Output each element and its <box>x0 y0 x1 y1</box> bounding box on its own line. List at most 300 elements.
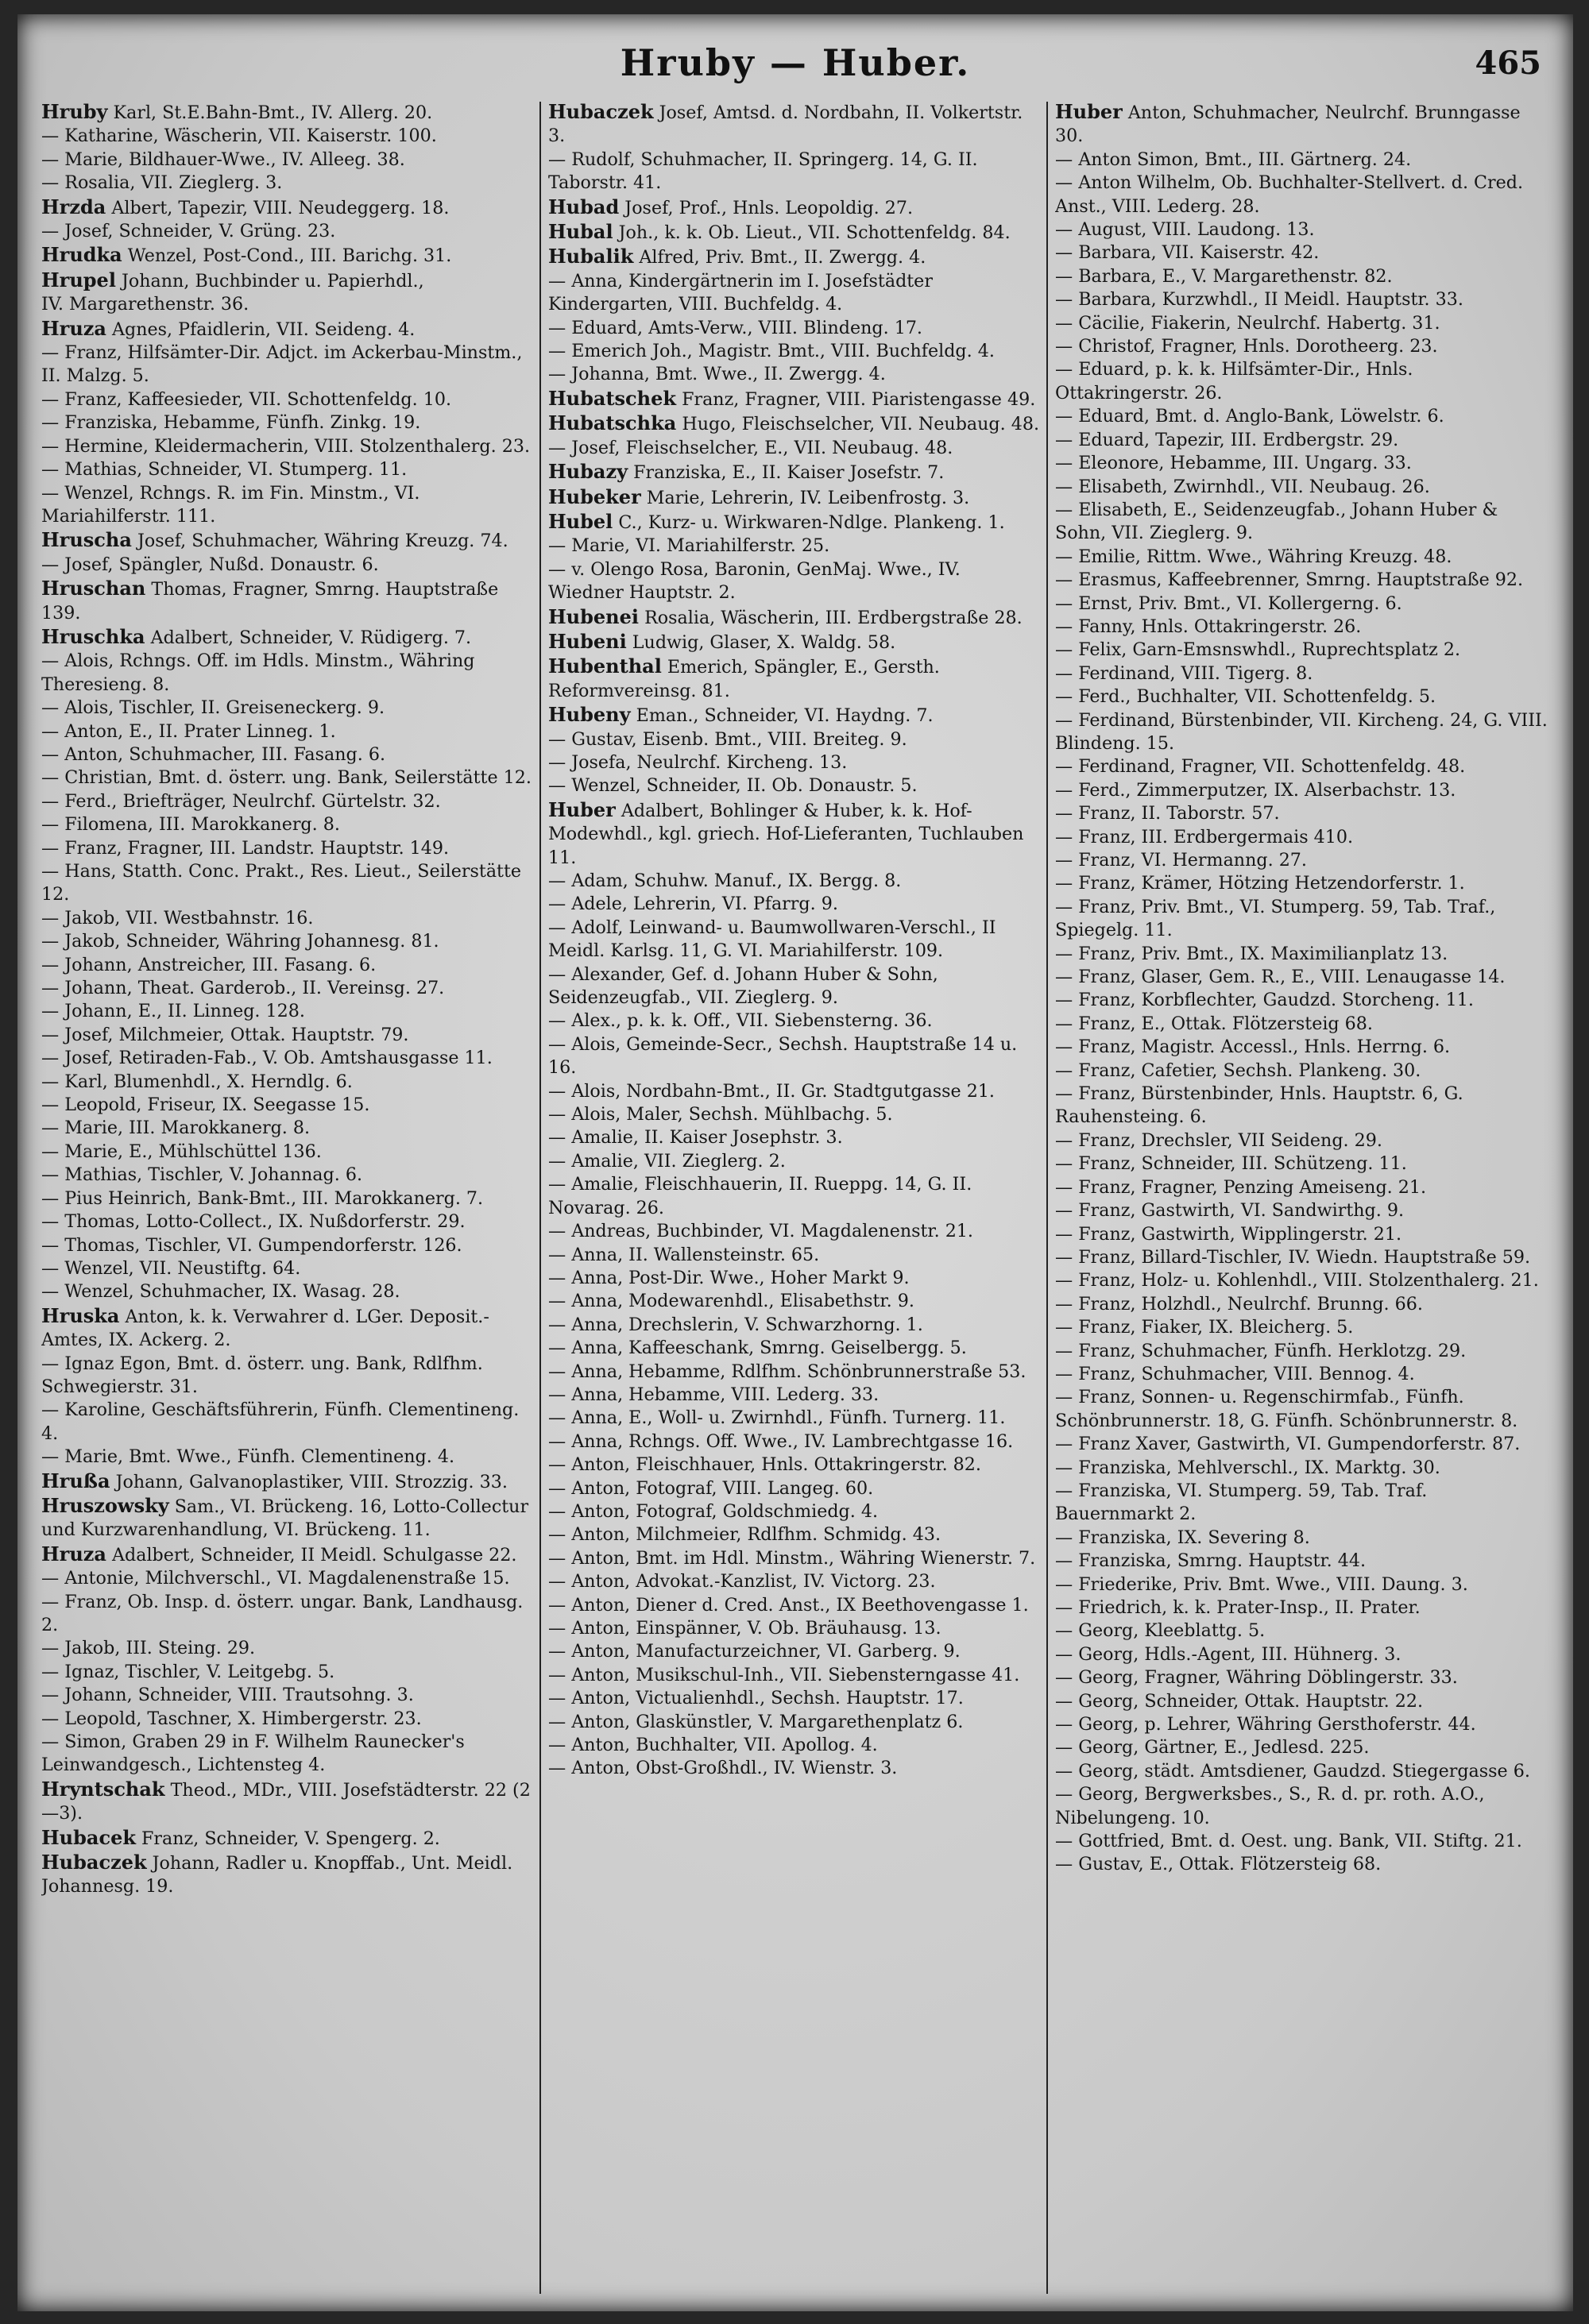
entry-surname: Hubaczek <box>548 100 654 123</box>
page-header <box>17 33 1573 89</box>
directory-entry <box>548 485 1041 510</box>
entry-text: — Anton, Fotograf, Goldschmiedg. 4. <box>548 1500 879 1522</box>
entry-text: — Leopold, Friseur, IX. Seegasse 15. <box>41 1094 370 1116</box>
entry-text: — Ferdinand, Bürstenbinder, VII. Kircheng. 24, G. VIII. Blindeng. 15. <box>1055 709 1548 754</box>
entry-text: — Franz, Gastwirth, Wipplingerstr. 21. <box>1055 1223 1402 1245</box>
entry-text: — Erasmus, Kaffeebrenner, Smrng. Hauptstraße 92. <box>1055 569 1524 591</box>
entry-text: — Franz, E., Ottak. Flötzersteig 68. <box>1055 1013 1373 1034</box>
directory-entry <box>1055 1176 1548 1199</box>
entry-text: Johann, Buchbinder u. Papierhdl., <box>115 270 424 291</box>
entry-text: — Anton, Fotograf, VIII. Langeg. 60. <box>548 1477 874 1499</box>
entry-text: — Ferdinand, VIII. Tigerg. 8. <box>1055 662 1313 684</box>
directory-entry <box>548 893 1041 916</box>
directory-entry <box>1055 1340 1548 1363</box>
directory-entry <box>548 387 1041 411</box>
entry-text: — v. Olengo Rosa, Baronin, GenMaj. Wwe., IV. Wiedner Hauptstr. 2. <box>548 558 961 604</box>
directory-entry <box>41 1494 534 1542</box>
directory-entry <box>1055 1363 1548 1386</box>
directory-entry <box>1055 1083 1548 1129</box>
directory-entry <box>1055 452 1548 475</box>
entry-text: — Barbara, VII. Kaiserstr. 42. <box>1055 242 1320 264</box>
directory-entry <box>548 630 1041 654</box>
directory-entry <box>41 1353 534 1399</box>
directory-entry <box>548 605 1041 630</box>
entry-text: — Hans, Statth. Conc. Prakt., Res. Lieut., Seilerstätte 12. <box>41 861 522 905</box>
directory-entry <box>1055 709 1548 756</box>
directory-entry <box>1055 499 1548 546</box>
directory-entry <box>1055 1386 1548 1433</box>
entry-text: — Franz, Magistr. Accessl., Hnls. Herrng. 6. <box>1055 1037 1451 1058</box>
entry-surname: Hubenthal <box>548 654 662 678</box>
entry-text: — Franziska, Hebamme, Fünfh. Zinkg. 19. <box>41 412 421 434</box>
directory-entry <box>1055 616 1548 639</box>
entry-surname: Hruby <box>41 100 108 123</box>
directory-entry <box>41 650 534 697</box>
entry-text: Thomas, Fragner, Smrng. Hauptstraße 139. <box>41 579 499 623</box>
directory-page <box>17 14 1573 2311</box>
entry-text: Eman., Schneider, VI. Haydng. 7. <box>630 705 934 727</box>
entry-text: — Eleonore, Hebamme, III. Ungarg. 33. <box>1055 453 1412 474</box>
directory-entry <box>41 1567 534 1590</box>
directory-entry <box>41 1257 534 1280</box>
entry-text: — Anton, Buchhalter, VII. Apollog. 4. <box>548 1735 878 1756</box>
directory-entry <box>41 458 534 481</box>
directory-entry <box>1055 1316 1548 1339</box>
entry-surname: Hruscha <box>41 528 132 552</box>
entry-surname: Hubeny <box>548 703 631 727</box>
directory-entry <box>548 1407 1041 1430</box>
entry-text: Agnes, Pfaidlerin, VII. Seideng. 4. <box>106 318 416 340</box>
directory-entry <box>41 930 534 953</box>
entry-text: — Franz, Gastwirth, VI. Sandwirthg. 9. <box>1055 1200 1405 1222</box>
entry-text: — Franz, Billard-Tischler, IV. Wiedn. Hauptstraße 59. <box>1055 1246 1531 1268</box>
entry-text: — Ernst, Priv. Bmt., VI. Kollergerng. 6. <box>1055 593 1402 614</box>
entry-surname: Hrudka <box>41 243 122 267</box>
directory-entry <box>1055 1760 1548 1783</box>
directory-entry <box>41 342 534 388</box>
entry-text: Franziska, E., II. Kaiser Josefstr. 7. <box>628 462 945 484</box>
entry-text: — Fanny, Hnls. Ottakringerstr. 26. <box>1055 616 1362 637</box>
directory-entry <box>548 1290 1041 1313</box>
directory-entry <box>1055 405 1548 428</box>
directory-entry <box>548 510 1041 535</box>
directory-entry <box>548 1523 1041 1546</box>
directory-entry <box>548 100 1041 149</box>
directory-entry <box>548 1477 1041 1500</box>
entry-text: — Anton, Bmt. im Hdl. Minstm., Währing Wienerstr. 7. <box>548 1547 1036 1569</box>
directory-entry <box>1055 1853 1548 1876</box>
running-head: Hruby — Huber. <box>620 41 971 84</box>
entry-text: — Josef, Milchmeier, Ottak. Hauptstr. 79. <box>41 1024 409 1045</box>
entry-text: Emerich, Spängler, E., Gersth. Reformvereinsg. 81. <box>548 657 940 701</box>
directory-entry <box>548 1547 1041 1570</box>
directory-entry <box>1055 1550 1548 1573</box>
directory-entry <box>41 1000 534 1023</box>
directory-entry <box>41 1141 534 1164</box>
entry-text: — Ferdinand, Fragner, VII. Schottenfeldg. 48. <box>1055 756 1466 778</box>
directory-entry <box>548 535 1041 558</box>
directory-entry <box>1055 989 1548 1012</box>
entry-text: — Pius Heinrich, Bank-Bmt., III. Marokkanerg. 7. <box>41 1187 484 1209</box>
entry-text: C., Kurz- u. Wirkwaren-Ndlge. Plankeng. 1. <box>613 512 1005 533</box>
entry-surname: Hrzda <box>41 195 106 218</box>
entry-text: — Anna, Hebamme, Rdlfhm. Schönbrunnerstraße 53. <box>548 1361 1026 1382</box>
directory-entry <box>41 1187 534 1210</box>
entry-text: — Georg, Fragner, Währing Döblingerstr. 33. <box>1055 1667 1458 1689</box>
directory-entry <box>41 1446 534 1469</box>
directory-entry <box>548 1453 1041 1477</box>
entry-text: — Gottfried, Bmt. d. Oest. ung. Bank, VII. Stiftg. 21. <box>1055 1831 1522 1852</box>
entry-text: — Amalie, VII. Zieglerg. 2. <box>548 1150 786 1172</box>
entry-text: — Emerich Joh., Magistr. Bmt., VIII. Buchfeldg. 4. <box>548 341 995 362</box>
directory-entry <box>548 149 1041 195</box>
entry-surname: Hubel <box>548 509 613 533</box>
entry-text: — Josef, Schneider, V. Grüng. 23. <box>41 221 336 242</box>
entry-text: — Filomena, III. Marokkanerg. 8. <box>41 814 340 836</box>
entry-text: — Franz, Fragner, III. Landstr. Hauptstr. 149. <box>41 837 450 859</box>
entry-text: — Jakob, Schneider, Währing Johannesg. 81. <box>41 931 439 952</box>
entry-text: — Leopold, Taschner, X. Himbergerstr. 23. <box>41 1708 422 1729</box>
directory-entry <box>1055 943 1548 966</box>
entry-text: — Amalie, II. Kaiser Josephstr. 3. <box>548 1127 843 1148</box>
entry-surname: Hubenei <box>548 604 640 628</box>
entry-text: — Adele, Lehrerin, VI. Pfarrg. 9. <box>548 894 838 915</box>
directory-entry <box>1055 639 1548 662</box>
entry-text: — Simon, Graben 29 in F. Wilhelm Raunecker's Leinwandgesch., Lichtensteg 4. <box>41 1731 465 1776</box>
directory-entry <box>41 1071 534 1094</box>
entry-text: Adalbert, Bohlinger & Huber, k. k. Hof-Modewhdl., kgl. griech. Hof-Lieferanten, Tuchlauben 11. <box>548 800 1024 868</box>
entry-text: — Eduard, Tapezir, III. Erdbergstr. 29. <box>1055 429 1399 450</box>
directory-entry <box>548 220 1041 245</box>
directory-entry <box>1055 265 1548 288</box>
entry-text: — Franz, Holz- u. Kohlenhdl., VIII. Stolzenthalerg. 21. <box>1055 1270 1539 1291</box>
directory-entry <box>41 837 534 860</box>
entry-text: — Franz, Krämer, Hötzing Hetzendorferstr. 1. <box>1055 873 1465 894</box>
entry-text: — Franziska, VI. Stumperg. 59, Tab. Traf. Bauernmarkt 2. <box>1055 1480 1428 1525</box>
entry-surname: Hryntschak <box>41 1777 165 1801</box>
entry-text: — Franziska, Smrng. Hauptstr. 44. <box>1055 1550 1366 1572</box>
directory-entry <box>548 1617 1041 1640</box>
entry-text: — Anna, Rchngs. Off. Wwe., IV. Lambrechtgasse 16. <box>548 1430 1014 1452</box>
entry-text: — Mathias, Tischler, V. Johannag. 6. <box>41 1164 363 1186</box>
directory-entry <box>548 1384 1041 1407</box>
directory-entry <box>1055 335 1548 358</box>
directory-entry <box>548 363 1041 386</box>
entry-text: — Franz, III. Erdbergermais 410. <box>1055 826 1354 847</box>
directory-entry <box>41 790 534 813</box>
directory-entry <box>41 482 534 529</box>
directory-entry <box>1055 1480 1548 1527</box>
directory-entry <box>548 654 1041 703</box>
page-number: 465 <box>1475 44 1541 82</box>
entry-text: — Anna, Modewarenhdl., Elisabethstr. 9. <box>548 1291 914 1312</box>
entry-text: Josef, Schuhmacher, Währing Kreuzg. 74. <box>131 531 508 552</box>
entry-text: — Rosalia, VII. Zieglerg. 3. <box>41 172 283 194</box>
entry-text: — Anton, Diener d. Cred. Anst., IX Beethovengasse 1. <box>548 1594 1029 1616</box>
entry-text: — Franziska, Mehlverschl., IX. Marktg. 30. <box>1055 1457 1440 1478</box>
directory-entry <box>41 1047 534 1070</box>
directory-entry <box>41 813 534 836</box>
directory-entry <box>1055 1573 1548 1596</box>
entry-text: — Anna, Kaffeeschank, Smrng. Geiselbergg. 5. <box>548 1338 967 1359</box>
entry-text: — Jakob, III. Steing. 29. <box>41 1638 256 1659</box>
directory-entry <box>548 1594 1041 1617</box>
directory-entry <box>1055 1013 1548 1036</box>
directory-entry <box>1055 685 1548 708</box>
directory-entry <box>41 766 534 789</box>
directory-entry <box>1055 966 1548 989</box>
directory-entry <box>41 1542 534 1567</box>
directory-entry <box>41 1826 534 1851</box>
entry-text: — Franz, Hilfsämter-Dir. Adjct. im Ackerbau-Minstm., II. Malzg. 5. <box>41 342 523 387</box>
directory-entry <box>1055 1269 1548 1292</box>
directory-entry <box>548 1711 1041 1734</box>
directory-entry <box>1055 1223 1548 1246</box>
entry-text: — Anna, Post-Dir. Wwe., Hoher Markt 9. <box>548 1267 910 1288</box>
entry-text: — Antonie, Milchverschl., VI. Magdalenenstraße 15. <box>41 1568 510 1589</box>
directory-entry <box>41 907 534 930</box>
directory-entry <box>548 195 1041 220</box>
directory-entry <box>41 220 534 243</box>
directory-entry <box>548 1267 1041 1290</box>
directory-entry <box>548 751 1041 774</box>
directory-entry <box>1055 1527 1548 1550</box>
entry-text: — Josef, Spängler, Nußd. Donaustr. 6. <box>41 554 379 575</box>
directory-entry <box>1055 1457 1548 1480</box>
entry-text: — Anton, Victualienhdl., Sechsh. Hauptstr. 17. <box>548 1688 964 1709</box>
directory-entry <box>41 1661 534 1684</box>
entry-text: — Franz, Cafetier, Sechsh. Plankeng. 30. <box>1055 1060 1421 1081</box>
directory-entry <box>548 1150 1041 1173</box>
entry-text: Joh., k. k. Ob. Lieut., VII. Schottenfeldg. 84. <box>613 222 1011 244</box>
entry-text: — Alois, Tischler, II. Greiseneckerg. 9. <box>41 697 385 719</box>
entry-text: — Ferd., Zimmerputzer, IX. Alserbachstr. 13. <box>1055 779 1456 801</box>
entry-text: Johann, Galvanoplastiker, VIII. Strozzig. 33. <box>110 1471 508 1492</box>
entry-text: — Anton, Advokat.-Kanzlist, IV. Victorg. 23. <box>548 1571 936 1592</box>
entry-surname: Hubal <box>548 220 613 244</box>
entry-text: — Anna, Drechslerin, V. Schwarzhorng. 1. <box>548 1314 923 1335</box>
entry-text: — Franz, Schneider, III. Schützeng. 11. <box>1055 1153 1407 1175</box>
directory-entry <box>41 125 534 148</box>
directory-entry <box>548 774 1041 797</box>
entry-text: — Eduard, Amts-Verw., VIII. Blindeng. 17. <box>548 317 922 338</box>
entry-text: Josef, Prof., Hnls. Leopoldig. 27. <box>619 197 914 218</box>
entry-text: — Karl, Blumenhdl., X. Herndlg. 6. <box>41 1071 353 1092</box>
directory-entry <box>41 697 534 720</box>
entry-text: — Franziska, IX. Severing 8. <box>1055 1527 1310 1548</box>
entry-surname: Hubatschka <box>548 411 677 435</box>
directory-entry <box>1055 1619 1548 1643</box>
entry-text: — Franz, Sonnen- u. Regenschirmfab., Fünfh. Schönbrunnerstr. 18, G. Fünfh. Schönbrunnerstr. 8. <box>1055 1387 1518 1431</box>
entry-text: — Barbara, Kurzwhdl., II Meidl. Hauptstr. 33. <box>1055 289 1463 311</box>
entry-text: — Andreas, Buchbinder, VI. Magdalenenstr. 21. <box>548 1221 973 1242</box>
entry-text: Johann, Radler u. Knopffab., Unt. Meidl. Johannesg. 19. <box>41 1853 513 1897</box>
entry-text: — Eduard, Bmt. d. Anglo-Bank, Löwelstr. 6. <box>1055 406 1444 427</box>
entry-text: — Franz, Schuhmacher, VIII. Bennog. 4. <box>1055 1363 1415 1384</box>
column-3 <box>1055 100 1548 2300</box>
entry-surname: Hruschka <box>41 624 145 648</box>
entry-surname: Hubazy <box>548 460 628 484</box>
entry-text: — Georg, Hdls.-Agent, III. Hühnerg. 3. <box>1055 1643 1401 1665</box>
entry-text: Ludwig, Glaser, X. Waldg. 58. <box>626 631 896 653</box>
directory-entry <box>1055 1433 1548 1456</box>
entry-text: Rosalia, Wäscherin, III. Erdbergstraße 28. <box>639 607 1023 628</box>
entry-text: — Josef, Fleischselcher, E., VII. Neubaug. 48. <box>548 437 953 458</box>
entry-text: — Franz, Ob. Insp. d. österr. ungar. Bank, Landhausg. 2. <box>41 1591 524 1635</box>
entry-text: — Amalie, Fleischhauerin, II. Rueppg. 14, G. II. Novarag. 26. <box>548 1174 972 1218</box>
directory-entry <box>1055 1666 1548 1689</box>
directory-entry <box>41 720 534 743</box>
directory-entry <box>41 528 534 553</box>
directory-entry <box>1055 149 1548 172</box>
directory-entry <box>41 554 534 577</box>
column-divider <box>1046 102 1048 2294</box>
directory-entry <box>41 860 534 907</box>
directory-entry <box>548 1757 1041 1780</box>
entry-text: — Anton, Glaskünstler, V. Margarethenplatz 6. <box>548 1711 964 1732</box>
entry-text: — Alois, Maler, Sechsh. Mühlbachg. 5. <box>548 1104 893 1125</box>
entry-text: — Elisabeth, Zwirnhdl., VII. Neubaug. 26. <box>1055 476 1430 497</box>
directory-entry <box>1055 1783 1548 1830</box>
entry-text: — Wenzel, VII. Neustiftg. 64. <box>41 1257 301 1279</box>
directory-entry <box>41 388 534 411</box>
directory-entry <box>41 977 534 1000</box>
directory-entry <box>1055 288 1548 311</box>
directory-entry <box>41 1708 534 1731</box>
entry-text: — Franz, Bürstenbinder, Hnls. Hauptstr. 6, G. Rauhensteing. 6. <box>1055 1083 1463 1128</box>
entry-text: — Georg, p. Lehrer, Währing Gersthoferstr. 44. <box>1055 1714 1476 1735</box>
entry-text: — Emilie, Rittm. Wwe., Währing Kreuzg. 48. <box>1055 546 1452 567</box>
entry-text: — Marie, Bmt. Wwe., Fünfh. Clementineng. 4. <box>41 1446 455 1468</box>
directory-entry <box>41 1164 534 1187</box>
directory-entry <box>41 1591 534 1638</box>
entry-text: — Georg, Kleeblattg. 5. <box>1055 1620 1266 1642</box>
entry-text: — Franz, Korbflechter, Gaudzd. Storcheng. 11. <box>1055 990 1474 1011</box>
directory-entry <box>1055 569 1548 592</box>
entry-text: — Georg, Gärtner, E., Jedlesd. 225. <box>1055 1737 1370 1758</box>
entry-surname: Hruschan <box>41 577 146 600</box>
entry-text: Hugo, Fleischselcher, VII. Neubaug. 48. <box>676 414 1040 435</box>
entry-text: — Alexander, Gef. d. Johann Huber & Sohn, Seidenzeugfab., VII. Zieglerg. 9. <box>548 963 938 1009</box>
entry-text: — Anton, Milchmeier, Rdlfhm. Schmidg. 43. <box>548 1524 941 1546</box>
directory-entry <box>1055 1736 1548 1759</box>
entry-text: — Franz, Kaffeesieder, VII. Schottenfeldg. 10. <box>41 388 452 410</box>
directory-entry <box>548 1244 1041 1267</box>
directory-entry <box>548 1314 1041 1337</box>
directory-entry <box>1055 429 1548 452</box>
directory-entry <box>41 1210 534 1233</box>
entry-surname: Hruska <box>41 1303 120 1327</box>
directory-entry <box>41 268 534 293</box>
entry-text: — Anton, Musikschul-Inh., VII. Siebensterngasse 41. <box>548 1664 1020 1685</box>
entry-text: Wenzel, Post-Cond., III. Barichg. 31. <box>122 245 452 267</box>
directory-entry <box>41 172 534 195</box>
column-2 <box>548 100 1041 2300</box>
directory-entry <box>548 245 1041 269</box>
entry-text: — Franz, II. Taborstr. 57. <box>1055 803 1280 824</box>
directory-entry <box>1055 1596 1548 1619</box>
entry-text: — Franz, Fiaker, IX. Bleicherg. 5. <box>1055 1317 1354 1338</box>
entry-surname: Hruszowsky <box>41 1493 169 1517</box>
entry-surname: Hrußa <box>41 1469 110 1492</box>
entry-surname: Hubad <box>548 195 620 218</box>
entry-text: — Christof, Fragner, Hnls. Dorotheerg. 23. <box>1055 336 1438 357</box>
entry-text: Alfred, Priv. Bmt., II. Zwergg. 4. <box>633 247 926 268</box>
directory-entry <box>41 1731 534 1778</box>
entry-text: — Barbara, E., V. Margarethenstr. 82. <box>1055 265 1393 287</box>
entry-text: Anton, k. k. Verwahrer d. LGer. Deposit.-Amtes, IX. Ackerg. 2. <box>41 1306 489 1351</box>
directory-entry <box>41 243 534 268</box>
entry-text: — Wenzel, Schneider, II. Ob. Donaustr. 5. <box>548 775 918 797</box>
directory-entry <box>548 963 1041 1010</box>
entry-text: — Anna, Hebamme, VIII. Lederg. 33. <box>548 1384 880 1405</box>
entry-text: — Johann, Schneider, VIII. Trautsohng. 3. <box>41 1685 414 1706</box>
entry-surname: Huber <box>1055 100 1123 123</box>
entry-text: — August, VIII. Laudong. 13. <box>1055 219 1315 241</box>
entry-text: Adalbert, Schneider, II Meidl. Schulgasse 22. <box>106 1544 517 1565</box>
directory-entry <box>1055 1690 1548 1713</box>
directory-entry <box>1055 1199 1548 1222</box>
directory-entry <box>41 1637 534 1660</box>
entry-text: — Wenzel, Rchngs. R. im Fin. Minstm., VI. Mariahilferstr. 111. <box>41 482 420 527</box>
directory-entry <box>41 1094 534 1117</box>
directory-entry <box>1055 755 1548 778</box>
directory-entry <box>1055 1713 1548 1736</box>
directory-entry <box>41 1280 534 1303</box>
entry-surname: Hubaczek <box>41 1851 147 1874</box>
directory-entry <box>1055 1643 1548 1666</box>
directory-entry <box>548 1640 1041 1663</box>
entry-text: — Anna, II. Wallensteinstr. 65. <box>548 1244 820 1265</box>
entry-text: — Ferd., Buchhalter, VII. Schottenfeldg. 5. <box>1055 686 1436 708</box>
entry-text: Marie, Lehrerin, IV. Leibenfrostg. 3. <box>640 487 970 508</box>
entry-text: — Georg, Schneider, Ottak. Hauptstr. 22. <box>1055 1690 1424 1712</box>
directory-entry <box>41 317 534 342</box>
entry-text: Franz, Schneider, V. Spengerg. 2. <box>135 1828 440 1849</box>
directory-entry <box>41 743 534 766</box>
directory-entry <box>1055 358 1548 405</box>
entry-text: — Ignaz, Tischler, V. Leitgebg. 5. <box>41 1661 335 1682</box>
directory-entry <box>41 149 534 172</box>
entry-text: — Wenzel, Schuhmacher, IX. Wasag. 28. <box>41 1281 400 1303</box>
entry-text: Karl, St.E.Bahn-Bmt., IV. Allerg. 20. <box>107 102 433 123</box>
entry-text: — Anton, Manufacturzeichner, VI. Garberg. 9. <box>548 1641 961 1662</box>
directory-entry <box>548 1220 1041 1243</box>
directory-entry <box>548 1500 1041 1523</box>
directory-entry <box>548 317 1041 340</box>
entry-text: — Elisabeth, E., Seidenzeugfab., Johann Huber & Sohn, VII. Zieglerg. 9. <box>1055 499 1498 544</box>
directory-entry <box>41 1851 534 1899</box>
directory-entry <box>548 460 1041 484</box>
entry-text: — Cäcilie, Fiakerin, Neulrchf. Habertg. 31. <box>1055 312 1440 334</box>
directory-entry <box>1055 1060 1548 1083</box>
entry-surname: Hruza <box>41 1542 106 1565</box>
directory-entry <box>41 1399 534 1446</box>
entry-text: — Franz, Fragner, Penzing Ameiseng. 21. <box>1055 1176 1427 1198</box>
directory-entry <box>548 1570 1041 1593</box>
entry-text: — Johann, Theat. Garderob., II. Vereinsg. 27. <box>41 978 445 999</box>
entry-text: Theod., MDr., VIII. Josefstädterstr. 22 (2—3). <box>41 1779 531 1824</box>
directory-entry <box>548 703 1041 728</box>
entry-text: — Alex., p. k. k. Off., VII. Siebensterng. 36. <box>548 1010 933 1032</box>
entry-text: — Johann, E., II. Linneg. 128. <box>41 1001 305 1022</box>
directory-entry <box>548 1010 1041 1033</box>
directory-entry <box>548 411 1041 436</box>
directory-entry <box>1055 546 1548 569</box>
entry-text: — Anton, Obst-Großhdl., IV. Wienstr. 3. <box>548 1758 898 1779</box>
directory-entry <box>1055 662 1548 685</box>
directory-entry <box>548 1687 1041 1710</box>
